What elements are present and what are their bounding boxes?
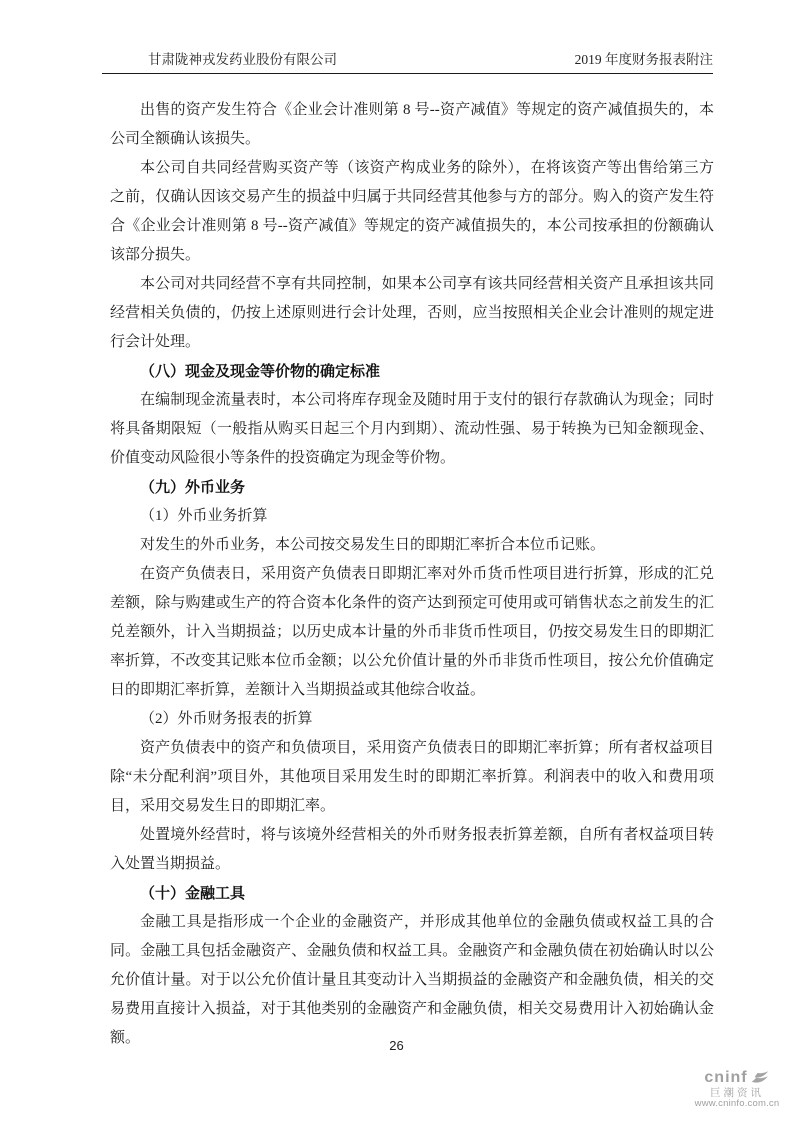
page-header xyxy=(102,48,713,74)
header-report-title: 2019 年度财务报表附注 xyxy=(574,52,713,67)
header-company-name: 甘肃陇神戎发药业股份有限公司 xyxy=(148,52,337,67)
section-heading: （十）金融工具 xyxy=(140,885,246,902)
sub-heading: （1）外币业务折算 xyxy=(140,508,268,524)
paragraph: 本公司自共同经营购买资产等（该资产构成业务的除外），在将该资产等出售给第三方之前，仅确认因该交易产生的损益中归属于共同经营其他参与方的部分。购入的资产发生符合《企业会计准则第 8 号--资产减值》等规定的资产减值损失的，本公司按承担的份额确认该部分损失。 xyxy=(110,160,714,263)
paragraph: 对发生的外币业务，本公司按交易发生日的即期汇率折合本位币记账。 xyxy=(140,537,606,553)
paragraph: 出售的资产发生符合《企业会计准则第 8 号--资产减值》等规定的资产减值损失的，本公司全额确认该损失。 xyxy=(110,102,714,147)
paragraph: 本公司对共同经营不享有共同控制，如果本公司享有该共同经营相关资产且承担该共同经营相关负债的，仍按上述原则进行会计处理，否则，应当按照相关企业会计准则的规定进行会计处理。 xyxy=(110,276,714,350)
cninfo-swirl-icon xyxy=(750,1069,770,1086)
paragraph: 金融工具是指形成一个企业的金融资产，并形成其他单位的金融负债或权益工具的合同。金融工具包括金融资产、金融负债和权益工具。金融资产和金融负债在初始确认时以公允价值计量。对于以公允价值计量且其变动计入当期损益的金融资产和金融负债，相关的交易费用直接计入损益，对于其他类别的金融资产和金融负债，相关交易费用计入初始确认金额。 xyxy=(110,914,714,1046)
cninfo-brand-text: cninf xyxy=(704,1068,748,1086)
document-body xyxy=(110,96,714,1053)
cninfo-site-url: www.cninfo.com.cn xyxy=(694,1098,780,1110)
cninfo-brand-chinese: 巨潮资讯 xyxy=(710,1087,764,1100)
section-heading: （九）外币业务 xyxy=(140,479,246,496)
paragraph: 资产负债表中的资产和负债项目，采用资产负债表日的即期汇率折算；所有者权益项目除“未分配利润”项目外，其他项目采用发生时的即期汇率折算。利润表中的收入和费用项目，采用交易发生日的即期汇率。 xyxy=(110,740,714,814)
section-heading: （八）现金及现金等价物的确定标准 xyxy=(140,363,381,380)
cninfo-brand-row xyxy=(691,1069,783,1087)
sub-heading: （2）外币财务报表的折算 xyxy=(140,711,313,727)
page-number: 26 xyxy=(389,1038,404,1053)
paragraph: 在资产负债表日，采用资产负债表日即期汇率对外币货币性项目进行折算，形成的汇兑差额，除与购建或生产的符合资本化条件的资产达到预定可使用或可销售状态之前发生的汇兑差额外，计入当期损益；以历史成本计量的外币非货币性项目，仍按交易发生日的即期汇率折算，不改变其记账本位币金额；以公允价值计量的外币非货币性项目，按公允价值确定日的即期汇率折算，差额计入当期损益或其他综合收益。 xyxy=(110,566,714,698)
cninfo-watermark xyxy=(691,1069,783,1110)
paragraph: 处置境外经营时，将与该境外经营相关的外币财务报表折算差额，自所有者权益项目转入处置当期损益。 xyxy=(110,827,714,872)
paragraph: 在编制现金流量表时，本公司将库存现金及随时用于支付的银行存款确认为现金；同时将具备期限短（一般指从购买日起三个月内到期）、流动性强、易于转换为已知金额现金、价值变动风险很小等条件的投资确定为现金等价物。 xyxy=(110,392,714,466)
